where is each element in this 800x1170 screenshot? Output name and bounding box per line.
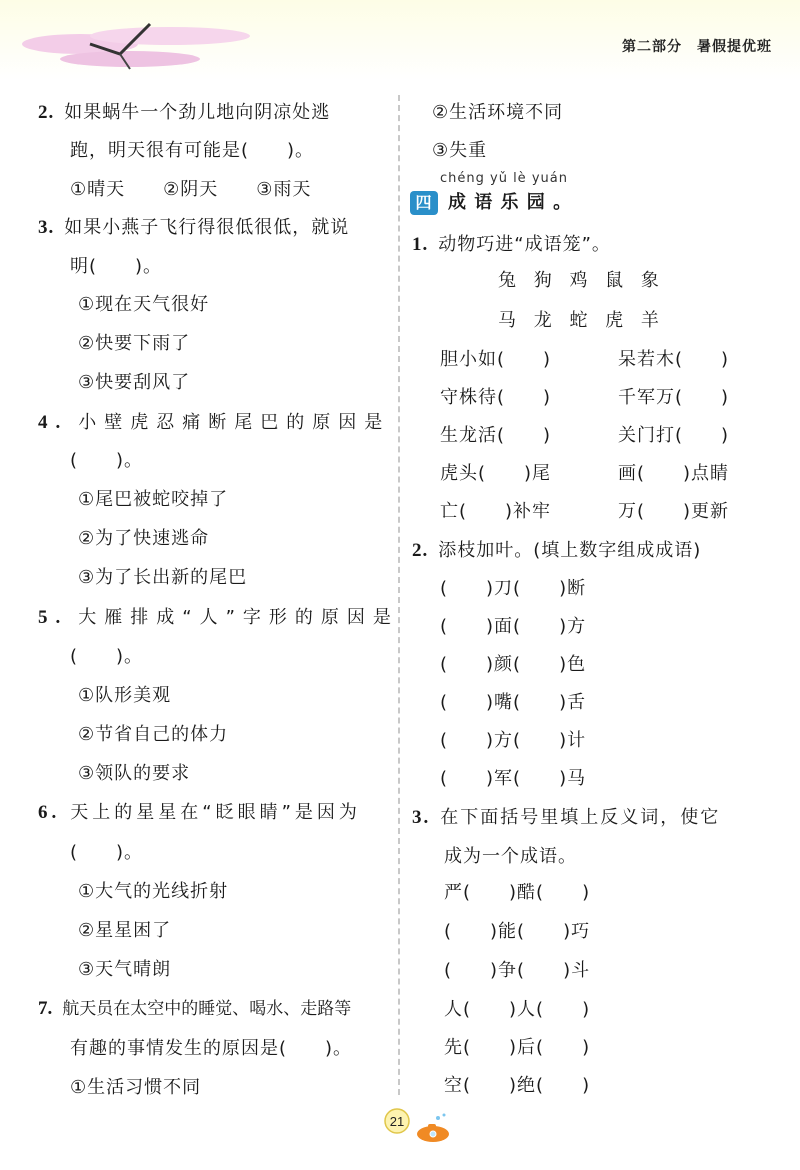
question-5-line2: ( )。 [70,646,144,667]
question-3: 3. 如果小燕子飞行得很低很低，就说 [38,217,350,238]
question-5: 5. 大雁排成“人”字形的原因是 [38,607,399,628]
idiom-blank: 虎头( )尾 [440,463,552,484]
question-7-option: ③失重 [432,140,488,161]
question-2: 2. 如果蜗牛一个劲儿地向阴凉处逃 [38,102,331,123]
section-pinyin: chéng yǔ lè yuán [440,171,568,186]
question-7-option: ①生活习惯不同 [70,1077,202,1098]
number-idiom-blank: ( )嘴( )舌 [440,692,587,713]
question-6-option: ②星星困了 [78,920,172,941]
question-4: 4. 小壁虎忍痛断尾巴的原因是 [38,412,391,433]
question-6-option: ③天气晴朗 [78,959,172,980]
question-7: 7. 航天员在太空中的睡觉、喝水、走路等 [38,998,352,1019]
number-idiom-blank: ( )面( )方 [440,616,587,637]
question-7-line2: 有趣的事情发生的原因是( )。 [70,1038,353,1059]
idiom-blank: 呆若木( ) [618,349,730,370]
idiom-blank: 万( )更新 [618,501,730,522]
question-5-option: ②节省自己的体力 [78,724,229,745]
number-idiom-blank: ( )军( )马 [440,768,587,789]
idiom-question-3-line2: 成为一个成语。 [444,846,577,867]
idiom-blank: 关门打( ) [618,425,730,446]
idiom-blank: 守株待( ) [440,387,552,408]
page-number: 21 [389,1114,405,1129]
submarine-icon [408,1112,458,1146]
antonym-idiom-blank: 严( )酷( ) [444,882,591,903]
number-idiom-blank: ( )方( )计 [440,730,587,751]
column-divider [398,95,400,1095]
question-4-option: ①尾巴被蛇咬掉了 [78,489,229,510]
question-6-line2: ( )。 [70,842,144,863]
question-6-option: ①大气的光线折射 [78,881,229,902]
antonym-idiom-blank: ( )能( )巧 [444,921,591,942]
section-header: 第二部分 暑假提优班 [622,39,772,55]
section-number-badge: 四 [410,191,438,215]
question-6: 6. 天上的星星在“眨眼睛”是因为 [38,802,361,823]
question-7-option: ②生活环境不同 [432,102,564,123]
animal-list: 兔 狗 鸡 鼠 象 [498,270,665,291]
antonym-idiom-blank: 先( )后( ) [444,1037,591,1058]
question-5-option: ①队形美观 [78,685,172,706]
number-idiom-blank: ( )刀( )断 [440,578,587,599]
question-5-option: ③领队的要求 [78,763,191,784]
idiom-blank: 画( )点睛 [618,463,730,484]
question-2-line2: 跑，明天很有可能是( )。 [70,140,315,161]
antonym-idiom-blank: 人( )人( ) [444,999,591,1020]
question-4-option: ③为了长出新的尾巴 [78,567,248,588]
question-3-option: ①现在天气很好 [78,294,210,315]
number-idiom-blank: ( )颜( )色 [440,654,587,675]
idiom-blank: 胆小如( ) [440,349,552,370]
idiom-question-1: 1. 动物巧进“成语笼”。 [412,234,611,255]
antonym-idiom-blank: 空( )绝( ) [444,1075,591,1096]
idiom-question-3: 3. 在下面括号里填上反义词，使它 [412,807,721,828]
question-4-option: ②为了快速逃命 [78,528,210,549]
question-3-line2: 明( )。 [70,256,163,277]
antonym-idiom-blank: ( )争( )斗 [444,960,591,981]
idiom-blank: 生龙活( ) [440,425,552,446]
question-2-options: ①晴天 ②阴天 ③雨天 [70,179,312,200]
seagull-cloud-illustration [20,14,280,74]
section-title: 四 成 语 乐 园 。 [410,188,572,215]
question-3-option: ②快要下雨了 [78,333,191,354]
idiom-question-2: 2. 添枝加叶。(填上数字组成成语) [412,540,702,561]
idiom-blank: 亡( )补牢 [440,501,552,522]
question-4-line2: ( )。 [70,450,144,471]
idiom-blank: 千军万( ) [618,387,730,408]
animal-list: 马 龙 蛇 虎 羊 [498,310,665,331]
question-3-option: ③快要刮风了 [78,372,191,393]
